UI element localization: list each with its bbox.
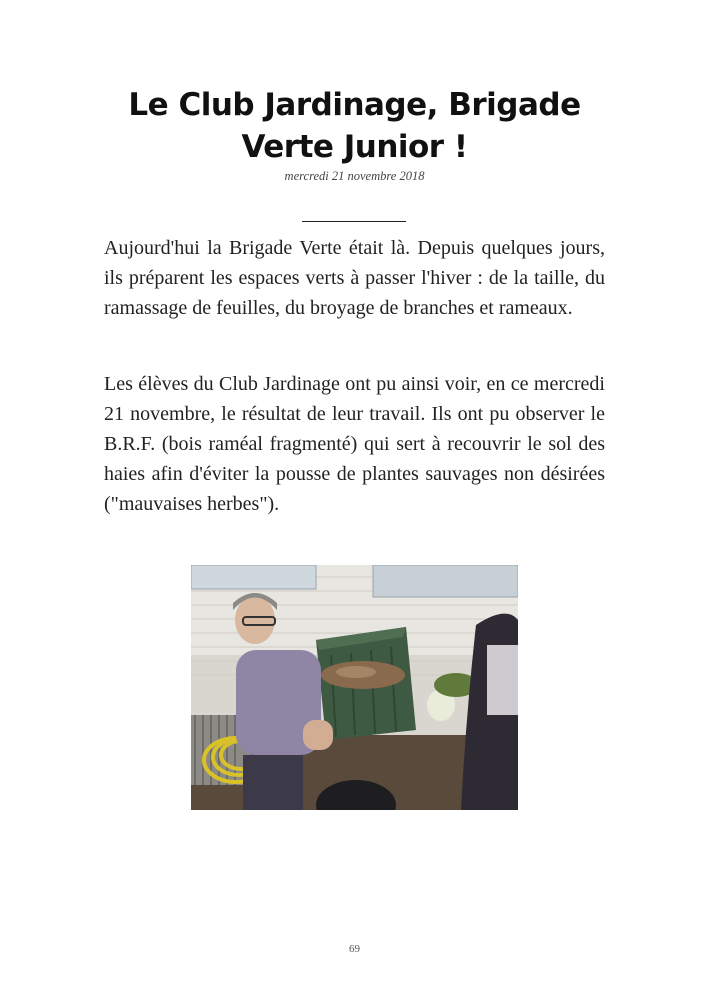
article-title: Le Club Jardinage, Brigade Verte Junior !	[128, 87, 581, 165]
garden-photo	[191, 565, 518, 810]
paragraph-intro: Aujourd'hui la Brigade Verte était là. Depuis quelques jours, ils préparent les espaces verts à passer l'hiver : de la taille, du ramassage de feuilles, du broyage de branches et rameaux.	[104, 237, 605, 319]
title-separator	[302, 221, 406, 222]
article-date: mercredi 21 novembre 2018	[284, 169, 425, 183]
page-number: 69	[349, 943, 360, 955]
paragraph-brf: Les élèves du Club Jardinage ont pu ainsi voir, en ce mercredi 21 novembre, le résultat de leur travail. Ils ont pu observer le B.R.F. (bois raméal fragmenté) qui sert à recouvrir le sol des haies afin d'éviter la pousse de plantes sauvages non désirées ("mauvaises herbes").	[104, 373, 605, 515]
